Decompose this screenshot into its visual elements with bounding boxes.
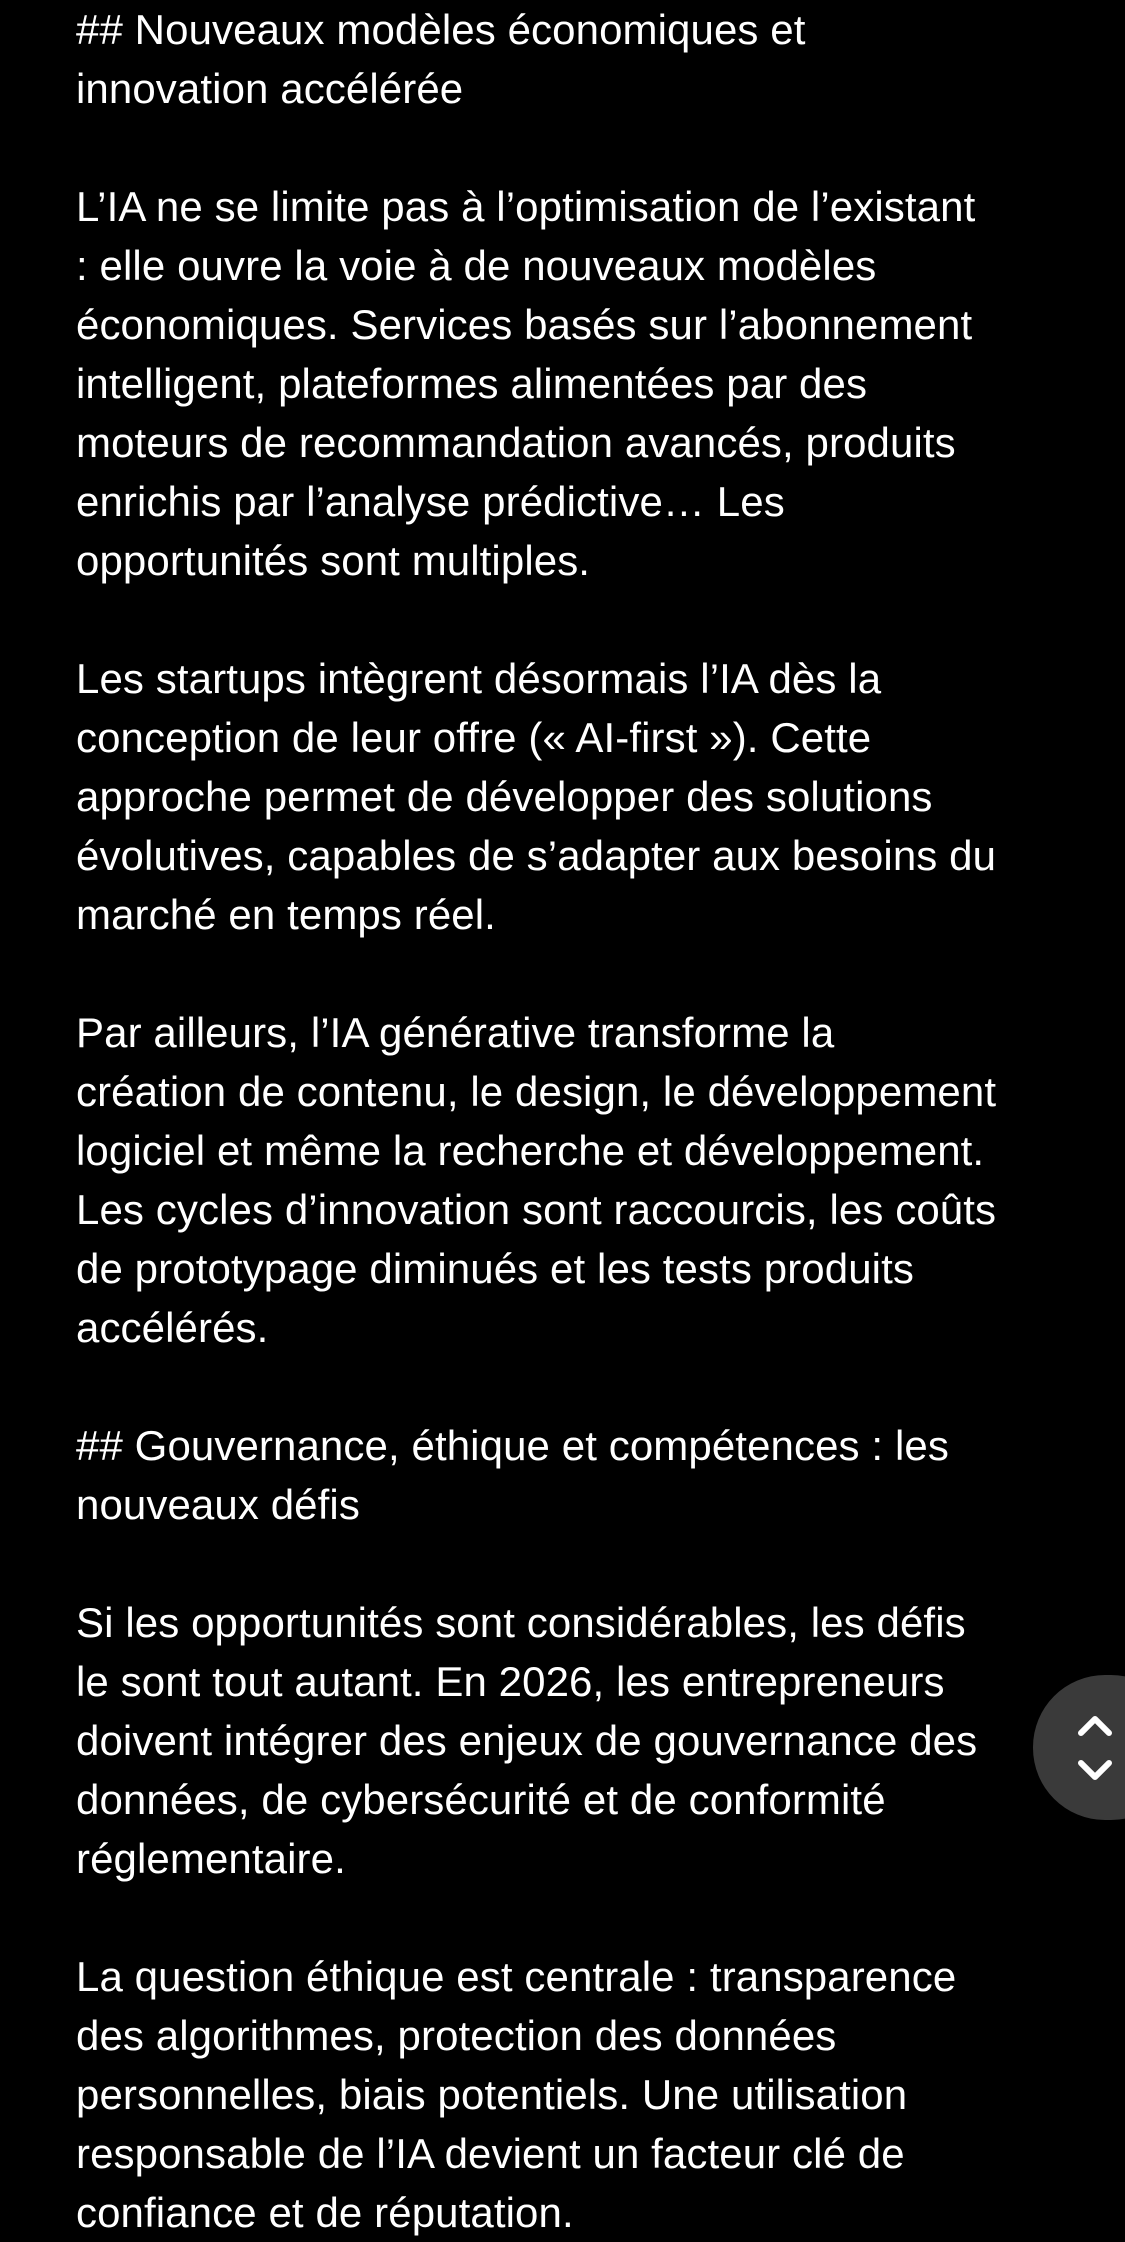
heading-line: ## Gouvernance, éthique et compétences : les [76, 1422, 949, 1469]
text-line: évolutives, capables de s’adapter aux besoins du [76, 832, 997, 879]
text-line: intelligent, plateformes alimentées par des [76, 360, 868, 407]
paragraph-gap [76, 944, 1066, 1003]
article-body [76, 0, 1066, 2242]
text-line: opportunités sont multiples. [76, 537, 591, 584]
text-line: approche permet de développer des solutions [76, 773, 933, 820]
chevron-up-icon[interactable] [1075, 1707, 1115, 1741]
chevron-down-icon[interactable] [1075, 1755, 1115, 1789]
text-line: logiciel et même la recherche et développement. [76, 1127, 985, 1174]
heading-line: nouveaux défis [76, 1481, 360, 1528]
text-line: confiance et de réputation. [76, 2189, 574, 2236]
text-line: création de contenu, le design, le développement [76, 1068, 997, 1115]
text-line: marché en temps réel. [76, 891, 496, 938]
paragraph-gap [76, 1357, 1066, 1416]
text-line: accélérés. [76, 1304, 269, 1351]
text-line: personnelles, biais potentiels. Une utilisation [76, 2071, 908, 2118]
text-line: conception de leur offre (« AI-first »). Cette [76, 714, 872, 761]
paragraph-gap [76, 1888, 1066, 1947]
text-line: économiques. Services basés sur l’abonnement [76, 301, 973, 348]
text-line: de prototypage diminués et les tests produits [76, 1245, 914, 1292]
text-line: L’IA ne se limite pas à l’optimisation de l’existant [76, 183, 976, 230]
text-line: Les cycles d’innovation sont raccourcis, les coûts [76, 1186, 997, 1233]
text-line: données, de cybersécurité et de conformité [76, 1776, 886, 1823]
text-line: doivent intégrer des enjeux de gouvernance des [76, 1717, 978, 1764]
text-line: le sont tout autant. En 2026, les entrepreneurs [76, 1658, 945, 1705]
text-line: Par ailleurs, l’IA générative transforme la [76, 1009, 835, 1056]
heading-line: innovation accélérée [76, 65, 464, 112]
text-line: responsable de l’IA devient un facteur clé de [76, 2130, 905, 2177]
text-line: réglementaire. [76, 1835, 346, 1882]
text-line: : elle ouvre la voie à de nouveaux modèles [76, 242, 877, 289]
heading-line: ## Nouveaux modèles économiques et [76, 6, 806, 53]
text-line: des algorithmes, protection des données [76, 2012, 837, 2059]
text-line: moteurs de recommandation avancés, produits [76, 419, 956, 466]
text-line: enrichis par l’analyse prédictive… Les [76, 478, 785, 525]
paragraph-gap [76, 590, 1066, 649]
text-line: La question éthique est centrale : transparence [76, 1953, 957, 2000]
paragraph-gap [76, 118, 1066, 177]
text-line: Si les opportunités sont considérables, les défis [76, 1599, 966, 1646]
paragraph-gap [76, 1534, 1066, 1593]
text-line: Les startups intègrent désormais l’IA dès la [76, 655, 882, 702]
